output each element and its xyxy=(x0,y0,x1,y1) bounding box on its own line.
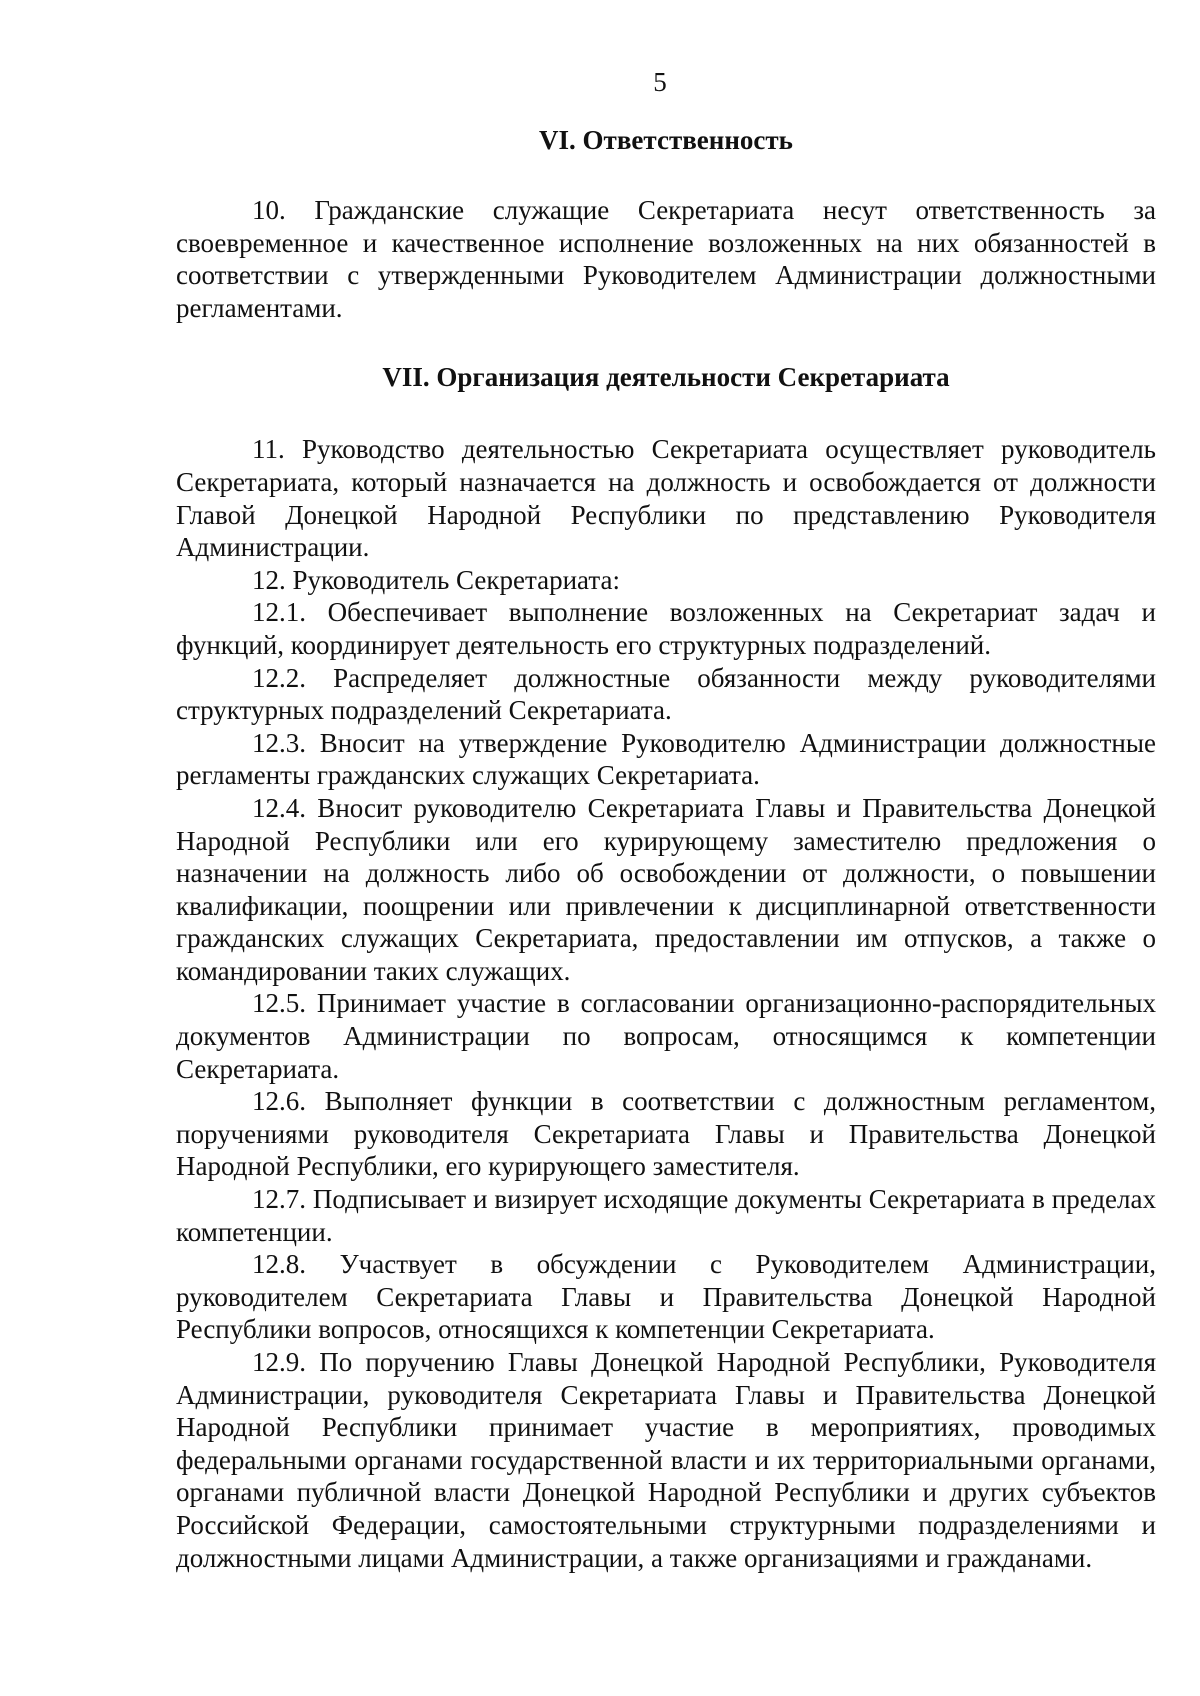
paragraph-12-2: 12.2. Распределяет должностные обязанности между руководителями структурных подразделений Секретариата. xyxy=(176,662,1156,726)
paragraph-12-6: 12.6. Выполняет функции в соответствии с должностным регламентом, поручениями руководителя Секретариата Главы и Правительства Донецкой Народной Республики, его курирующего заместителя. xyxy=(176,1086,1156,1182)
paragraph-12: 12. Руководитель Секретариата: xyxy=(252,564,620,595)
paragraph-12-9: 12.9. По поручению Главы Донецкой Народной Республики, Руководителя Администрации, руководителя Секретариата Главы и Правительства Донецкой Народной Республики принимает участие в мероприятиях, проводимых федеральными органами государственной власти и их территориальными органами, органами публичной власти Донецкой Народной Республики и других субъектов Российской Федерации, самостоятельными структурными подразделениями и должностными лицами Администрации, а также организациями и гражданами. xyxy=(176,1347,1156,1573)
page-number: 5 xyxy=(653,67,667,97)
document-body xyxy=(176,124,1156,1574)
paragraph-12-4: 12.4. Вносит руководителю Секретариата Главы и Правительства Донецкой Народной Республики или его курирующему заместителю предложения о назначении на должность либо об освобождении от должности, о повышении квалификации, поощрении или привлечении к дисциплинарной ответственности гражданских служащих Секретариата, предоставлении им отпусков, а также о командировании таких служащих. xyxy=(176,792,1156,986)
section-vii-title: VII. Организация деятельности Секретариата xyxy=(382,362,950,393)
paragraph-10: 10. Гражданские служащие Секретариата несут ответственность за своевременное и качественное исполнение возложенных на них обязанностей в соответствии с утвержденными Руководителем Администрации должностными регламентами. xyxy=(176,195,1156,323)
paragraph-12-7: 12.7. Подписывает и визирует исходящие документы Секретариата в пределах компетенции. xyxy=(176,1184,1156,1247)
paragraph-11: 11. Руководство деятельностью Секретариата осуществляет руководитель Секретариата, который назначается на должность и освобождается от должности Главой Донецкой Народной Республики по представлению Руководителя Администрации. xyxy=(176,434,1156,563)
paragraph-12-3: 12.3. Вносит на утверждение Руководителю Администрации должностные регламенты гражданских служащих Секретариата. xyxy=(176,727,1156,791)
paragraph-12-1: 12.1. Обеспечивает выполнение возложенных на Секретариат задач и функций, координирует деятельность его структурных подразделений. xyxy=(176,597,1156,660)
paragraph-12-5: 12.5. Принимает участие в согласовании организационно-распорядительных документов Администрации по вопросам, относящимся к компетенции Секретариата. xyxy=(176,988,1156,1084)
section-vi-title: VI. Ответственность xyxy=(539,125,793,155)
paragraph-12-8: 12.8. Участвует в обсуждении с Руководителем Администрации, руководителем Секретариата Главы и Правительства Донецкой Народной Республики вопросов, относящихся к компетенции Секретариата. xyxy=(176,1249,1156,1345)
